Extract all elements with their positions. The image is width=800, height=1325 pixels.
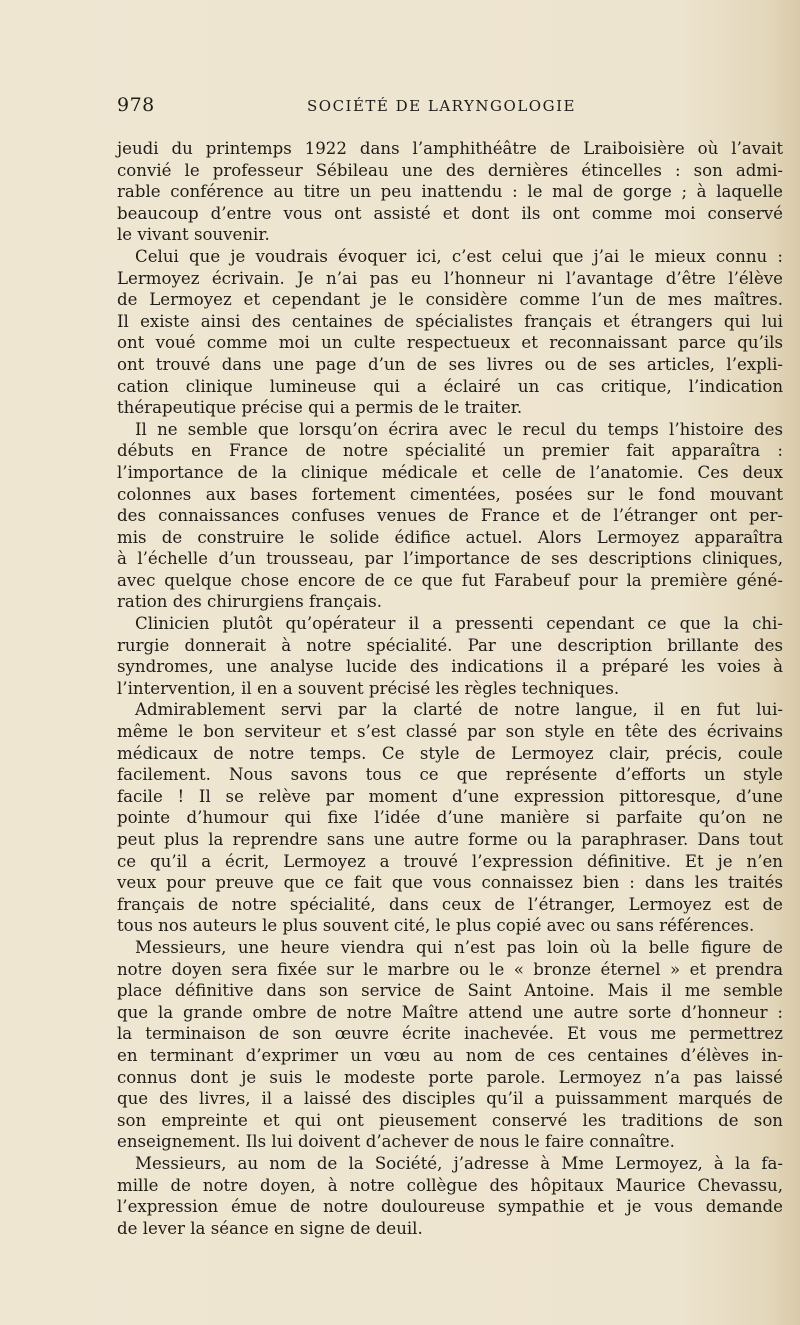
page-number: 978	[117, 94, 155, 116]
page-header	[117, 94, 783, 118]
text-line: Messieurs, une heure viendra qui n’est pas loin où la belle figure de	[135, 937, 783, 957]
text-line: facilement. Nous savons tous ce que représente d’efforts un style	[117, 765, 783, 785]
text-line: médicaux de notre temps. Ce style de Lermoyez clair, précis, coule	[117, 743, 783, 763]
text-line: colonnes aux bases fortement cimentées, posées sur le fond mouvant	[117, 484, 783, 504]
text-line: Il ne semble que lorsqu’on écrira avec le recul du temps l’histoire des	[135, 419, 783, 439]
text-line: rurgie donnerait à notre spécialité. Par une description brillante des	[117, 635, 783, 655]
text-line: cation clinique lumineuse qui a éclairé un cas critique, l’indication	[117, 376, 783, 396]
text-line: peut plus la reprendre sans une autre forme ou la paraphraser. Dans tout	[117, 830, 783, 849]
text-line: l’intervention, il en a souvent précisé les règles techniques.	[117, 678, 620, 698]
text-line: en terminant d’exprimer un vœu au nom de ces centaines d’élèves in-	[117, 1045, 783, 1065]
text-line: beaucoup d’entre vous ont assisté et dont ils ont comme moi conservé	[117, 203, 783, 223]
body-text	[117, 138, 783, 1239]
text-line: que la grande ombre de notre Maître attend une autre sorte d’honneur :	[117, 1002, 783, 1022]
text-line: convié le professeur Sébileau une des dernières étincelles : son admi-	[117, 160, 783, 180]
text-line: syndromes, une analyse lucide des indications il a préparé les voies à	[117, 657, 783, 677]
text-line: des connaissances confuses venues de France et de l’étranger ont per-	[117, 506, 783, 526]
text-line: jeudi du printemps 1922 dans l’amphithéâtre de Lraiboisière où l’avait	[117, 139, 783, 158]
text-line: Il existe ainsi des centaines de spécialistes français et étrangers qui lui	[117, 311, 783, 331]
text-line: notre doyen sera fixée sur le marbre ou le « bronze éternel » et prendra	[117, 959, 783, 979]
text-line: l’importance de la clinique médicale et celle de l’anatomie. Ces deux	[117, 462, 783, 482]
text-line: ration des chirurgiens français.	[117, 592, 382, 612]
text-line: connus dont je suis le modeste porte parole. Lermoyez n’a pas laissé	[117, 1067, 783, 1087]
text-line: l’expression émue de notre douloureuse sympathie et je vous demande	[117, 1197, 783, 1217]
text-line: thérapeutique précise qui a permis de le traiter.	[117, 398, 523, 418]
running-head: SOCIÉTÉ DE LARYNGOLOGIE	[307, 97, 576, 115]
text-line: veux pour preuve que ce fait que vous connaissez bien : dans les traités	[117, 873, 783, 893]
text-line: pointe d’humour qui fixe l’idée d’une manière si parfaite qu’on ne	[117, 808, 783, 828]
text-line: Lermoyez écrivain. Je n’ai pas eu l’honneur ni l’avantage d’être l’élève	[117, 268, 783, 288]
text-line: de Lermoyez et cependant je le considère comme l’un de mes maîtres.	[117, 290, 783, 310]
text-line: débuts en France de notre spécialité un premier fait apparaîtra :	[117, 441, 783, 461]
text-line: facile ! Il se relève par moment d’une expression pittoresque, d’une	[117, 786, 783, 806]
text-line: que des livres, il a laissé des disciples qu’il a puissamment marqués de	[117, 1089, 783, 1109]
text-line: rable conférence au titre un peu inattendu : le mal de gorge ; à laquelle	[117, 182, 783, 202]
text-line: de lever la séance en signe de deuil.	[117, 1218, 423, 1238]
text-line: ont trouvé dans une page d’un de ses livres ou de ses articles, l’expli-	[117, 354, 783, 374]
text-line: mille de notre doyen, à notre collègue des hôpitaux Maurice Chevassu,	[117, 1175, 783, 1195]
text-line: Clinicien plutôt qu’opérateur il a pressenti cependant ce que la chi-	[135, 614, 783, 634]
text-line: le vivant souvenir.	[117, 225, 270, 245]
text-line: son empreinte et qui ont pieusement conservé les traditions de son	[117, 1110, 783, 1130]
text-line: la terminaison de son œuvre écrite inachevée. Et vous me permettrez	[117, 1024, 783, 1044]
text-line: ont voué comme moi un culte respectueux et reconnaissant parce qu’ils	[117, 333, 783, 353]
text-line: place définitive dans son service de Saint Antoine. Mais il me semble	[117, 981, 783, 1001]
text-line: avec quelque chose encore de ce que fut Farabeuf pour la première géné-	[117, 570, 783, 590]
text-line: ce qu’il a écrit, Lermoyez a trouvé l’expression définitive. Et je n’en	[117, 851, 783, 871]
text-line: Messieurs, au nom de la Société, j’adresse à Mme Lermoyez, à la fa-	[135, 1153, 783, 1173]
text-line: enseignement. Ils lui doivent d’achever de nous le faire connaître.	[117, 1132, 675, 1152]
text-line: même le bon serviteur et s’est classé par son style en tête des écrivains	[117, 722, 783, 742]
text-line: français de notre spécialité, dans ceux de l’étranger, Lermoyez est de	[117, 894, 783, 914]
text-line: à l’échelle d’un trousseau, par l’importance de ses descriptions cliniques,	[117, 549, 783, 569]
text-line: tous nos auteurs le plus souvent cité, le plus copié avec ou sans références.	[117, 916, 755, 936]
text-line: mis de construire le solide édifice actuel. Alors Lermoyez apparaîtra	[117, 527, 783, 547]
text-line: Celui que je voudrais évoquer ici, c’est celui que j’ai le mieux connu :	[135, 246, 783, 266]
text-line: Admirablement servi par la clarté de notre langue, il en fut lui-	[135, 700, 783, 720]
